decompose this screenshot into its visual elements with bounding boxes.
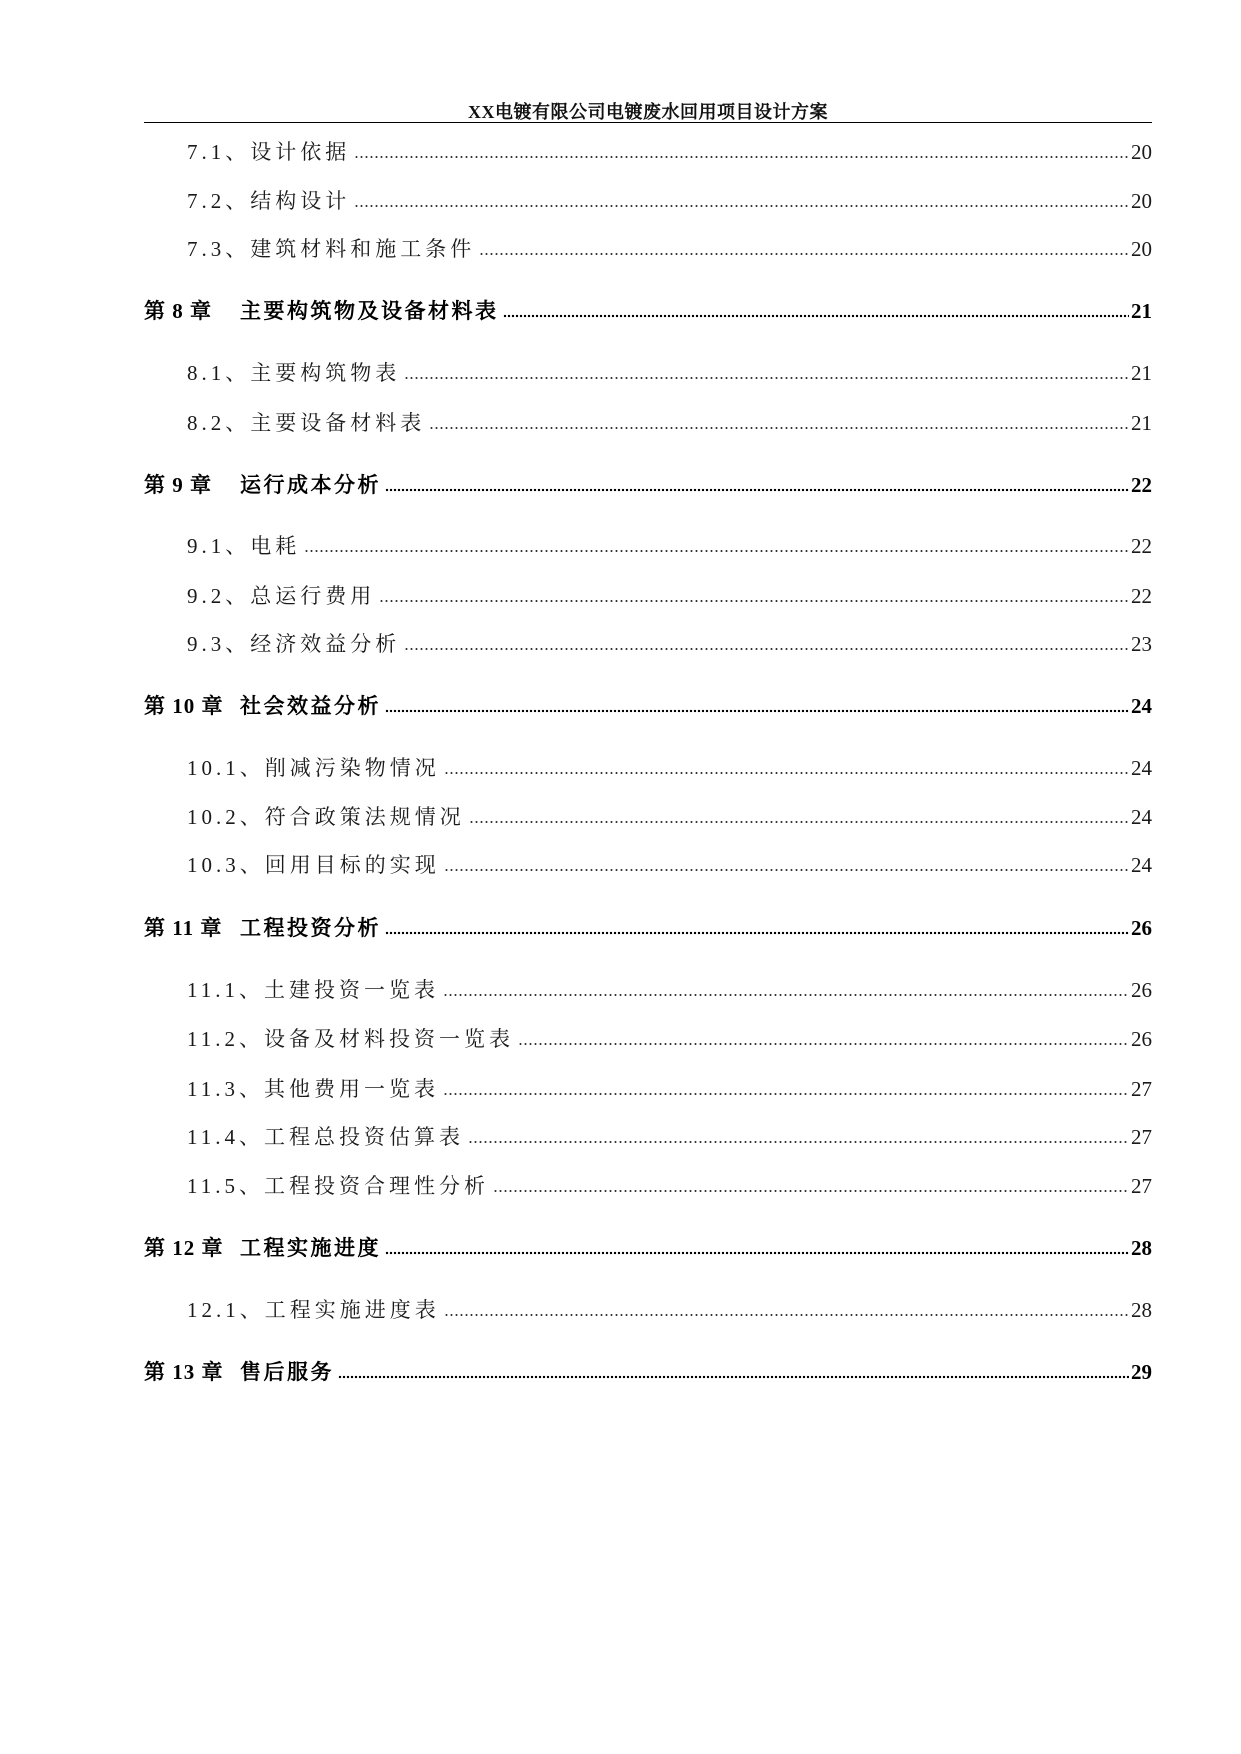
toc-entry[interactable]: [187, 1025, 1152, 1053]
toc-entry-page: 27: [1131, 1077, 1152, 1101]
toc-chapter-title: 主要构筑物及设备材料表: [240, 299, 499, 323]
dot-leader: [444, 771, 1129, 775]
toc-chapter-title: 社会效益分析: [240, 694, 381, 718]
toc-entry-title: 7.3、建筑材料和施工条件: [187, 237, 476, 261]
toc-chapter-number: 第 11 章: [144, 916, 223, 940]
dot-leader: [404, 376, 1129, 380]
toc-entry-page: 21: [1131, 361, 1152, 385]
dot-leader: [385, 1251, 1129, 1255]
dot-leader: [379, 599, 1129, 603]
toc-entry-title: 9.3、经济效益分析: [187, 632, 401, 656]
toc-chapter-number: 第 13 章: [144, 1360, 224, 1384]
toc-entry-title: 11.2、设备及材料投资一览表: [187, 1027, 514, 1051]
dot-leader: [469, 820, 1129, 824]
toc-entry[interactable]: [187, 851, 1152, 879]
toc-entry-page: 22: [1131, 534, 1152, 558]
toc-chapter-page: 21: [1131, 299, 1152, 323]
toc-entry-page: 22: [1131, 584, 1152, 608]
toc-chapter[interactable]: [144, 914, 1152, 942]
toc-entry[interactable]: [187, 630, 1152, 658]
toc-entry[interactable]: [187, 235, 1152, 263]
toc-chapter-title: 运行成本分析: [240, 473, 381, 497]
toc-entry[interactable]: [187, 187, 1152, 215]
toc-chapter[interactable]: [144, 692, 1152, 720]
toc-entry[interactable]: [187, 1075, 1152, 1103]
toc-entry-title: 10.1、削减污染物情况: [187, 756, 440, 780]
dot-leader: [443, 1092, 1129, 1096]
toc-entry-page: 27: [1131, 1174, 1152, 1198]
dot-leader: [503, 314, 1130, 318]
dot-leader: [404, 647, 1129, 651]
toc-entry-title: 11.4、工程总投资估算表: [187, 1125, 464, 1149]
toc-entry-title: 8.1、主要构筑物表: [187, 361, 401, 385]
toc-entry-title: 7.1、设计依据: [187, 140, 351, 164]
dot-leader: [443, 993, 1129, 997]
toc-entry-page: 23: [1131, 632, 1152, 656]
dot-leader: [338, 1375, 1129, 1379]
dot-leader: [354, 204, 1129, 208]
toc-chapter-title: 工程投资分析: [240, 916, 381, 940]
toc-entry[interactable]: [187, 138, 1152, 166]
toc-entry[interactable]: [187, 582, 1152, 610]
dot-leader: [429, 426, 1129, 430]
toc-entry[interactable]: [187, 803, 1152, 831]
toc-chapter-number: 第 9 章: [144, 473, 212, 497]
toc-chapter-page: 26: [1131, 916, 1152, 940]
toc-chapter-page: 24: [1131, 694, 1152, 718]
toc-entry-page: 21: [1131, 411, 1152, 435]
toc-entry-title: 11.5、工程投资合理性分析: [187, 1174, 489, 1198]
dot-leader: [468, 1140, 1129, 1144]
toc-chapter[interactable]: [144, 1234, 1152, 1262]
toc-entry[interactable]: [187, 1123, 1152, 1151]
toc-entry-title: 7.2、结构设计: [187, 189, 351, 213]
dot-leader: [518, 1042, 1129, 1046]
toc-entry-title: 11.3、其他费用一览表: [187, 1077, 439, 1101]
toc-entry-title: 11.1、土建投资一览表: [187, 978, 439, 1002]
toc-entry-title: 10.3、回用目标的实现: [187, 853, 440, 877]
toc-entry[interactable]: [187, 976, 1152, 1004]
toc-entry[interactable]: [187, 532, 1152, 560]
toc-entry[interactable]: [187, 359, 1152, 387]
dot-leader: [444, 1313, 1129, 1317]
dot-leader: [304, 549, 1129, 553]
dot-leader: [385, 488, 1129, 492]
toc-chapter-title: 售后服务: [240, 1360, 334, 1384]
toc-entry-page: 24: [1131, 805, 1152, 829]
toc-entry-page: 24: [1131, 853, 1152, 877]
toc-chapter[interactable]: [144, 1358, 1152, 1386]
toc-chapter-page: 22: [1131, 473, 1152, 497]
toc-entry-title: 10.2、符合政策法规情况: [187, 805, 465, 829]
toc-chapter[interactable]: [144, 471, 1152, 499]
toc-entry-page: 24: [1131, 756, 1152, 780]
page-header-title: XX电镀有限公司电镀废水回用项目设计方案: [468, 102, 828, 122]
header-rule: [144, 122, 1152, 123]
toc-entry-page: 26: [1131, 1027, 1152, 1051]
dot-leader: [493, 1189, 1129, 1193]
toc-entry-page: 20: [1131, 237, 1152, 261]
toc-chapter[interactable]: [144, 297, 1152, 325]
toc-entry-page: 20: [1131, 189, 1152, 213]
toc-entry-page: 26: [1131, 978, 1152, 1002]
toc-entry-page: 27: [1131, 1125, 1152, 1149]
toc-entry[interactable]: [187, 409, 1152, 437]
dot-leader: [479, 252, 1129, 256]
toc-entry[interactable]: [187, 1296, 1152, 1324]
toc-entry-title: 9.2、总运行费用: [187, 584, 376, 608]
toc-entry-title: 8.2、主要设备材料表: [187, 411, 426, 435]
toc-entry[interactable]: [187, 1172, 1152, 1200]
toc-chapter-page: 29: [1131, 1360, 1152, 1384]
toc-entry[interactable]: [187, 754, 1152, 782]
dot-leader: [444, 868, 1129, 872]
toc-chapter-title: 工程实施进度: [240, 1236, 381, 1260]
toc-entry-title: 9.1、电耗: [187, 534, 301, 558]
toc-entry-title: 12.1、工程实施进度表: [187, 1298, 440, 1322]
toc-entry-page: 28: [1131, 1298, 1152, 1322]
dot-leader: [385, 931, 1129, 935]
toc-entry-page: 20: [1131, 140, 1152, 164]
dot-leader: [354, 155, 1129, 159]
toc-chapter-number: 第 12 章: [144, 1236, 224, 1260]
toc-chapter-number: 第 10 章: [144, 694, 224, 718]
toc-chapter-number: 第 8 章: [144, 299, 212, 323]
dot-leader: [385, 709, 1129, 713]
toc-chapter-page: 28: [1131, 1236, 1152, 1260]
